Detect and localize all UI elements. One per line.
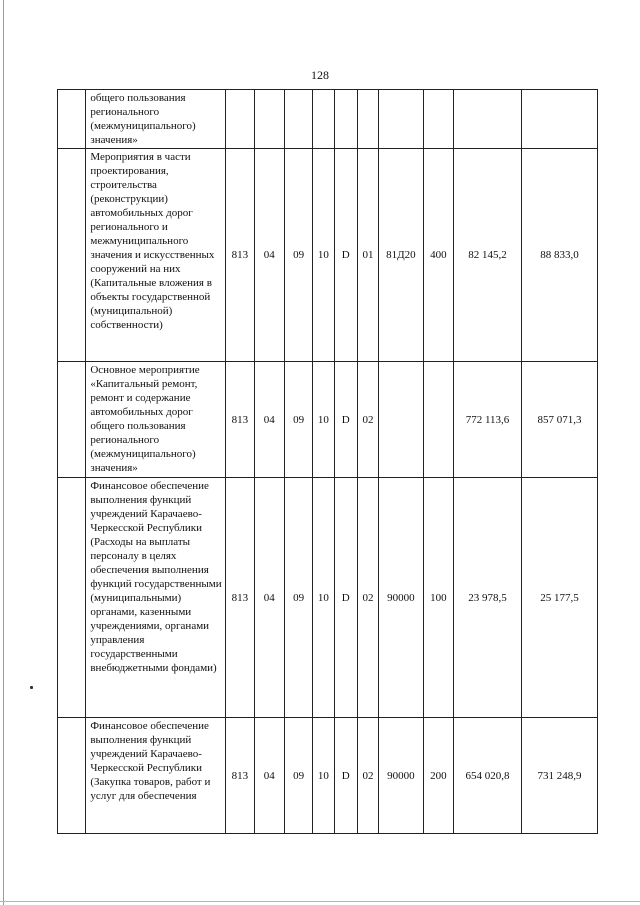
number-cell [58,149,86,362]
subprogram-code-cell: D [334,362,357,478]
table-row [58,149,598,362]
expense-name-cell: Финансовое обеспечение выполнения функций учреждений Карачаево-Черкесской Республики (Закупка товаров, работ и услуг для обеспечения [86,718,226,834]
subsection-code-cell: 09 [284,478,312,718]
ministry-code-cell [226,90,254,149]
amount-year2-cell [521,90,597,149]
expense-type-cell [423,90,453,149]
expense-name-cell: Мероприятия в части проектирования, строительства (реконструкции) автомобильных дорог регионального и межмуниципального значения и искусственных сооружений на них (Капитальные вложения в объекты государственной (муниципальной) собственности) [86,149,226,362]
expense-type-cell: 400 [423,149,453,362]
program-code-cell: 10 [313,362,334,478]
expense-type-cell: 200 [423,718,453,834]
expense-name-cell: Финансовое обеспечение выполнения функций учреждений Карачаево-Черкесской Республики (Расходы на выплаты персоналу в целях обеспечения выполнения функций государственными (муниципальными) органами, казенными учреждениями, органами управления государственными внебюджетными фондами) [86,478,226,718]
page-number: 128 [311,68,329,82]
table-row [58,718,598,834]
ministry-code-cell: 813 [226,149,254,362]
section-code-cell: 04 [254,478,284,718]
activity-code-cell: 02 [357,362,378,478]
amount-year2-cell: 25 177,5 [521,478,597,718]
direction-code-cell: 81Д20 [379,149,424,362]
table-row [58,478,598,718]
amount-year1-cell [454,90,522,149]
ministry-code-cell: 813 [226,362,254,478]
expense-name-cell: общего пользования регионального (межмуниципального) значения» [86,90,226,149]
subprogram-code-cell: D [334,718,357,834]
scan-speck [30,686,33,689]
number-cell [58,362,86,478]
expense-type-cell: 100 [423,478,453,718]
section-code-cell [254,90,284,149]
direction-code-cell [379,90,424,149]
section-code-cell: 04 [254,718,284,834]
amount-year1-cell: 772 113,6 [454,362,522,478]
amount-year1-cell: 654 020,8 [454,718,522,834]
subprogram-code-cell: D [334,149,357,362]
scan-left-edge [3,0,4,905]
ministry-code-cell: 813 [226,718,254,834]
program-code-cell: 10 [313,478,334,718]
table-row [58,362,598,478]
amount-year2-cell: 731 248,9 [521,718,597,834]
subsection-code-cell: 09 [284,362,312,478]
amount-year2-cell: 88 833,0 [521,149,597,362]
section-code-cell: 04 [254,362,284,478]
activity-code-cell: 02 [357,478,378,718]
number-cell [58,90,86,149]
amount-year2-cell: 857 071,3 [521,362,597,478]
direction-code-cell: 90000 [379,478,424,718]
activity-code-cell [357,90,378,149]
ministry-code-cell: 813 [226,478,254,718]
subprogram-code-cell [334,90,357,149]
subsection-code-cell [284,90,312,149]
activity-code-cell: 01 [357,149,378,362]
subprogram-code-cell: D [334,478,357,718]
program-code-cell: 10 [313,149,334,362]
number-cell [58,718,86,834]
section-code-cell: 04 [254,149,284,362]
amount-year1-cell: 82 145,2 [454,149,522,362]
direction-code-cell [379,362,424,478]
subsection-code-cell: 09 [284,718,312,834]
subsection-code-cell: 09 [284,149,312,362]
expense-type-cell [423,362,453,478]
program-code-cell: 10 [313,718,334,834]
table-row [58,90,598,149]
expense-name-cell: Основное мероприятие «Капитальный ремонт, ремонт и содержание автомобильных дорог общего пользования регионального (межмуниципального) значения» [86,362,226,478]
direction-code-cell: 90000 [379,718,424,834]
number-cell [58,478,86,718]
scan-bottom-edge [0,901,640,902]
budget-table [57,89,598,834]
amount-year1-cell: 23 978,5 [454,478,522,718]
activity-code-cell: 02 [357,718,378,834]
program-code-cell [313,90,334,149]
